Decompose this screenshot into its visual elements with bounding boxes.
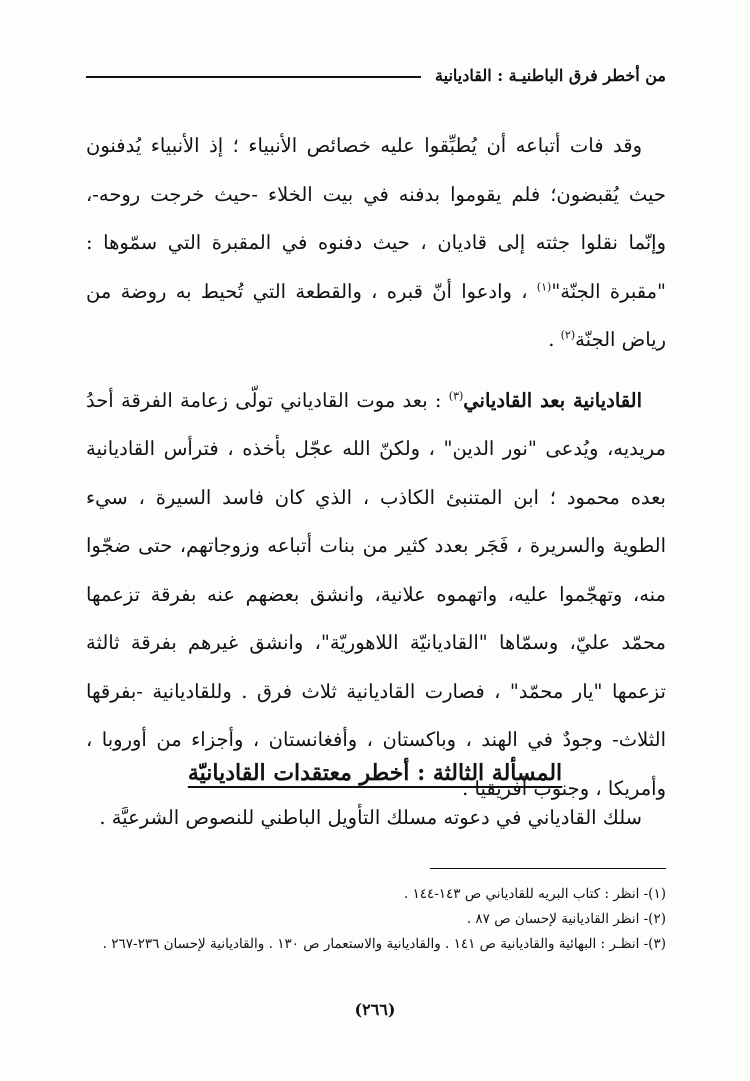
body-text <box>86 122 666 813</box>
footnote-ref-1: (١) <box>536 280 552 293</box>
section-first-line: سلك القادياني في دعوته مسلك التأويل الباطني للنصوص الشرعيَّة . <box>99 806 642 829</box>
page-number: (٢٦٦) <box>354 1000 396 1019</box>
footnote-3: (٣)- انظـر : البهائية والقاديانية ص ١٤١ . والقاديانية والاستعمار ص ١٣٠ . والقاديانية لإحسان ٢٣٦-٢٦٧ . <box>102 936 666 952</box>
paragraph-1: وقد فات أتباعه أن يُطبِّقوا عليه خصائص الأنبياء ؛ إذ الأنبياء يُدفنون حيث يُقبضون؛ فلم يقوموا بدفنه في بيت الخلاء -حيث خرجت روحه-، وإنّما نقلوا جثته إلى قاديان ، حيث دفنوه في المقبرة التي سمّوها : "مقبرة الجنّة"$^{(١)}$ ، وادعوا أنّ قبره ، والقطعة التي تُحيط به روضة من رياض الجنّة$^{(٢)}$ . <box>86 134 666 351</box>
footnote-separator <box>430 868 666 869</box>
running-header-title: من أخطر فرق الباطنيـة : القاديانية <box>435 65 666 85</box>
header-rule <box>86 76 421 78</box>
footnote-ref-2: (٢) <box>560 328 576 342</box>
footnote-1: (١)- انظر : كتاب البريه للقادياني ص ١٤٣-١٤٤ . <box>403 886 666 902</box>
footnote-2: (٢)- انظر القاديانية لإحسان ص ٨٧ . <box>466 911 666 927</box>
footnote-ref-3: (٣) <box>448 389 464 402</box>
paragraph-2: القاديانية بعد القادياني$^{(٣)}$ : بعد موت القادياني تولّى زعامة الفرقة أحدُ مريديه، ويُدعى "نور الدين" ، ولكنّ الله عجّل بأخذه ، فترأس القاديانية بعده محمود ؛ ابن المتنبئ الكاذب ، الذي كان فاسد السيرة ، سيء الطوية والسريرة ، فَجَر بعدد كثير من بنات أتباعه وزوجاتهم، حتى ضجّوا منه، وتهجّموا عليه، واتهموه علانية، وانشق بعضهم عنه بفرقة تزعمها محمّد عليّ، وسمّاها "القاديانيّة اللاهوريّة"، وانشق غيرهم بفرقة ثالثة تزعمها "يار محمّد" ، فصارت القاديانية ثلاث فرق . وللقاديانية -بفرقها الثلاث- وجودٌ في الهند ، وباكستان ، وأفغانستان ، وأجزاء من أوروبا ، وأمريكا ، وجنوب أفريقيا . <box>86 388 666 800</box>
section-title: المسألة الثالثة : أخطر معتقدات القاديانيّة <box>187 760 563 786</box>
running-header <box>86 62 666 88</box>
footnotes <box>66 882 666 957</box>
paragraph-2-heading: القاديانية بعد القادياني <box>463 388 643 412</box>
